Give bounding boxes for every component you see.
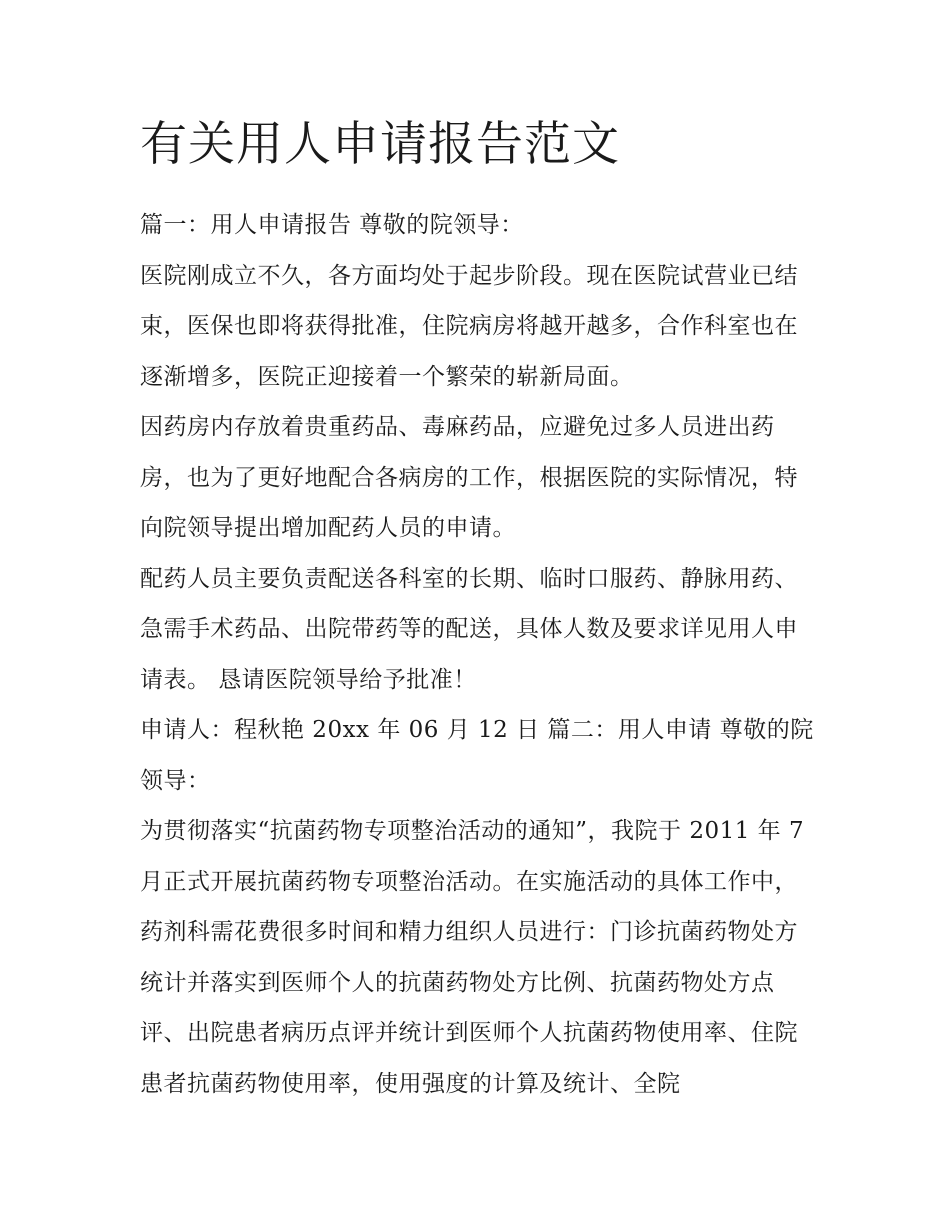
paragraph-applicant-signature: 申请人：程秋艳 20xx 年 06 月 12 日 篇二：用人申请 尊敬的院领导：	[140, 717, 814, 794]
document-body	[140, 112, 816, 1109]
paragraph-greeting-one: 篇一：用人申请报告 尊敬的院领导：	[140, 212, 524, 238]
paragraph-pharmacy-reason: 因药房内存放着贵重药品、毒麻药品，应避免过多人员进出药房，也为了更好地配合各病房的工作，根据医院的实际情况，特向院领导提出增加配药人员的申请。	[140, 414, 798, 541]
document-title: 有关用人申请报告范文	[140, 117, 620, 172]
paragraph-antibiotic-campaign: 为贯彻落实“抗菌药物专项整治活动的通知”，我院于 2011 年 7 月正式开展抗菌药物专项整治活动。在实施活动的具体工作中，药剂科需花费很多时间和精力组织人员进行：门诊抗菌药物处方统计并落实到医师个人的抗菌药物处方比例、抗菌药物处方点评、出院患者病历点评并统计到医师个人抗菌药物使用率、住院患者抗菌药物使用率，使用强度的计算及统计、全院	[140, 818, 805, 1097]
paragraph-hospital-status: 医院刚成立不久，各方面均处于起步阶段。现在医院试营业已结束，医保也即将获得批准，住院病房将越开越多，合作科室也在逐渐增多，医院正迎接着一个繁荣的崭新局面。	[140, 262, 798, 390]
paragraph-staff-duties: 配药人员主要负责配送各科室的长期、临时口服药、静脉用药、急需手术药品、出院带药等的配送，具体人数及要求详见用人申请表。 恳请医院领导给予批准！	[140, 565, 798, 693]
